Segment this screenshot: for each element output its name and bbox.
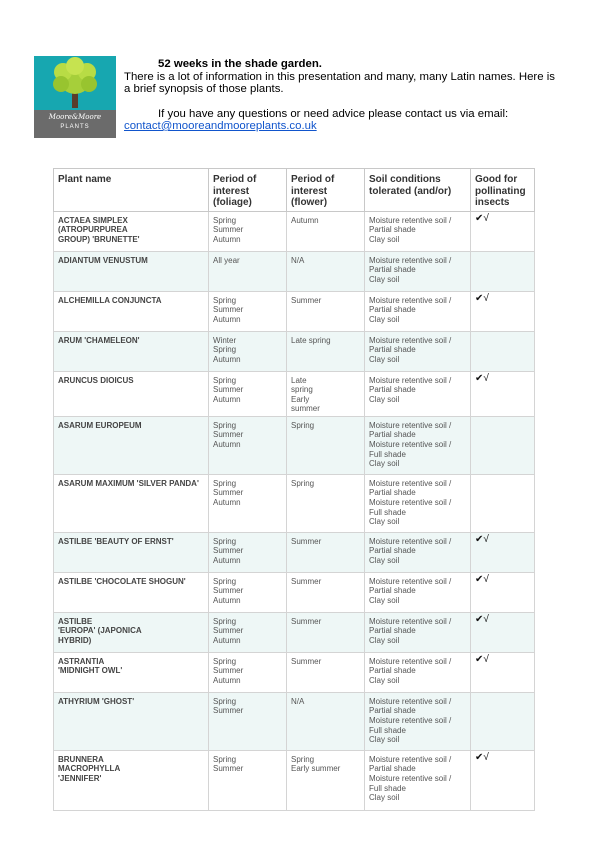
flower-period-line: Spring bbox=[291, 754, 315, 764]
foliage-period-cell bbox=[209, 474, 287, 532]
table-row bbox=[54, 532, 535, 572]
plant-name-line: ASARUM MAXIMUM 'SILVER PANDA' bbox=[58, 478, 199, 488]
header-pollinators: Good for pollinating insects bbox=[471, 169, 535, 212]
plant-name-line: ASTILBE bbox=[58, 616, 93, 626]
flower-period-line: Autumn bbox=[291, 215, 319, 225]
foliage-period-line: Spring bbox=[213, 576, 237, 586]
table-row bbox=[54, 291, 535, 331]
foliage-period-line: Spring bbox=[213, 616, 237, 626]
plant-name-line: (ATROPURPUREA bbox=[58, 225, 128, 235]
soil-conditions-line: Clay soil bbox=[369, 394, 400, 404]
logo-subtitle: PLANTS bbox=[60, 124, 90, 130]
soil-conditions-line: Moisture retentive soil / bbox=[369, 774, 452, 784]
flower-period-line: Early bbox=[291, 394, 310, 404]
flower-period-cell bbox=[287, 652, 365, 692]
table-header-row bbox=[54, 169, 535, 212]
soil-conditions-line: Moisture retentive soil / bbox=[369, 716, 452, 726]
foliage-period-line: Summer bbox=[213, 430, 244, 440]
flower-period-cell bbox=[287, 612, 365, 652]
soil-conditions-line: Moisture retentive soil / bbox=[369, 215, 452, 225]
soil-conditions-cell bbox=[365, 416, 471, 474]
foliage-period-line: Summer bbox=[213, 586, 244, 596]
flower-period-cell bbox=[287, 251, 365, 291]
soil-conditions-line: Partial shade bbox=[369, 626, 416, 636]
plant-name-line: BRUNNERA bbox=[58, 754, 104, 764]
foliage-period-line: Summer bbox=[213, 546, 244, 556]
soil-conditions-cell bbox=[365, 692, 471, 750]
flower-period-line: Summer bbox=[291, 656, 322, 666]
plant-name-cell bbox=[54, 251, 209, 291]
soil-conditions-line: Moisture retentive soil / bbox=[369, 440, 452, 450]
soil-conditions-line: Clay soil bbox=[369, 234, 400, 244]
plant-name-cell bbox=[54, 371, 209, 416]
flower-period-line: Late bbox=[291, 375, 307, 385]
plant-name-cell bbox=[54, 416, 209, 474]
pollinator-cell bbox=[471, 612, 535, 652]
soil-conditions-line: Clay soil bbox=[369, 517, 400, 527]
flower-period-cell bbox=[287, 692, 365, 750]
foliage-period-cell bbox=[209, 572, 287, 612]
email-link[interactable]: contact@mooreandmooreplants.co.uk bbox=[124, 120, 317, 132]
intro-section bbox=[124, 58, 564, 133]
flower-period-line: Summer bbox=[291, 295, 322, 305]
foliage-period-line: Spring bbox=[213, 345, 237, 355]
foliage-period-line: Autumn bbox=[213, 394, 241, 404]
soil-conditions-line: Moisture retentive soil / bbox=[369, 616, 452, 626]
foliage-period-line: Summer bbox=[213, 225, 244, 235]
pollinator-cell bbox=[471, 474, 535, 532]
soil-conditions-line: Clay soil bbox=[369, 735, 400, 745]
checkmark-icon: ✔√ bbox=[475, 751, 489, 763]
soil-conditions-line: Full shade bbox=[369, 783, 406, 793]
soil-conditions-line: Moisture retentive soil / bbox=[369, 420, 452, 430]
table-row bbox=[54, 612, 535, 652]
flower-period-line: Summer bbox=[291, 536, 322, 546]
page-title: 52 weeks in the shade garden. bbox=[158, 58, 322, 70]
foliage-period-line: Spring bbox=[213, 656, 237, 666]
plant-name-line: ASTILBE 'CHOCOLATE SHOGUN' bbox=[58, 576, 186, 586]
foliage-period-line: Spring bbox=[213, 295, 237, 305]
soil-conditions-line: Partial shade bbox=[369, 764, 416, 774]
foliage-period-line: Autumn bbox=[213, 234, 241, 244]
plant-name-line: ACTAEA SIMPLEX bbox=[58, 215, 128, 225]
soil-conditions-line: Full shade bbox=[369, 725, 406, 735]
soil-conditions-line: Moisture retentive soil / bbox=[369, 656, 452, 666]
soil-conditions-cell bbox=[365, 572, 471, 612]
soil-conditions-line: Partial shade bbox=[369, 345, 416, 355]
soil-conditions-line: Clay soil bbox=[369, 354, 400, 364]
flower-period-line: Late spring bbox=[291, 335, 331, 345]
pollinator-cell bbox=[471, 532, 535, 572]
plant-name-cell bbox=[54, 652, 209, 692]
plant-name-line: ASTILBE 'BEAUTY OF ERNST' bbox=[58, 536, 174, 546]
soil-conditions-line: Moisture retentive soil / bbox=[369, 754, 452, 764]
flower-period-cell bbox=[287, 291, 365, 331]
foliage-period-cell bbox=[209, 750, 287, 810]
foliage-period-line: Autumn bbox=[213, 354, 241, 364]
foliage-period-line: Autumn bbox=[213, 498, 241, 508]
soil-conditions-line: Moisture retentive soil / bbox=[369, 295, 452, 305]
soil-conditions-line: Clay soil bbox=[369, 793, 400, 803]
checkmark-icon: ✔√ bbox=[475, 653, 489, 665]
soil-conditions-line: Partial shade bbox=[369, 305, 416, 315]
flower-period-cell bbox=[287, 532, 365, 572]
foliage-period-line: Summer bbox=[213, 764, 244, 774]
contact-paragraph: If you have any questions or need advice please contact us via email: bbox=[158, 107, 509, 120]
plant-name-cell bbox=[54, 750, 209, 810]
foliage-period-line: Summer bbox=[213, 305, 244, 315]
foliage-period-cell bbox=[209, 371, 287, 416]
soil-conditions-cell bbox=[365, 331, 471, 371]
foliage-period-line: Summer bbox=[213, 626, 244, 636]
foliage-period-cell bbox=[209, 652, 287, 692]
soil-conditions-line: Clay soil bbox=[369, 314, 400, 324]
soil-conditions-line: Partial shade bbox=[369, 546, 416, 556]
foliage-period-cell bbox=[209, 416, 287, 474]
flower-period-line: Spring bbox=[291, 420, 315, 430]
table-row bbox=[54, 211, 535, 251]
flower-period-line: spring bbox=[291, 385, 313, 395]
company-logo bbox=[34, 56, 116, 138]
pollinator-cell bbox=[471, 416, 535, 474]
flower-period-line: Summer bbox=[291, 576, 322, 586]
flower-period-line: Summer bbox=[291, 616, 322, 626]
plant-name-line: ASARUM EUROPEUM bbox=[58, 420, 142, 430]
plant-name-line: ADIANTUM VENUSTUM bbox=[58, 255, 148, 265]
plant-name-cell bbox=[54, 572, 209, 612]
plant-name-line: GROUP) 'BRUNETTE' bbox=[58, 234, 140, 244]
foliage-period-line: Spring bbox=[213, 420, 237, 430]
plant-name-line: ALCHEMILLA CONJUNCTA bbox=[58, 295, 162, 305]
soil-conditions-line: Moisture retentive soil / bbox=[369, 255, 452, 265]
soil-conditions-line: Partial shade bbox=[369, 706, 416, 716]
foliage-period-cell bbox=[209, 291, 287, 331]
flower-period-line: Spring bbox=[291, 478, 315, 488]
soil-conditions-line: Moisture retentive soil / bbox=[369, 576, 452, 586]
foliage-period-cell bbox=[209, 251, 287, 291]
soil-conditions-cell bbox=[365, 211, 471, 251]
intro-paragraph: There is a lot of information in this presentation and many, many Latin names. Here is a brief synopsis of those plants. bbox=[124, 70, 555, 95]
checkmark-icon: ✔√ bbox=[475, 292, 489, 304]
pollinator-cell bbox=[471, 652, 535, 692]
flower-period-cell bbox=[287, 572, 365, 612]
soil-conditions-line: Partial shade bbox=[369, 265, 416, 275]
header-soil: Soil conditions tolerated (and/or) bbox=[365, 169, 471, 212]
flower-period-line: N/A bbox=[291, 696, 305, 706]
checkmark-icon: ✔√ bbox=[475, 212, 489, 224]
table-row bbox=[54, 331, 535, 371]
plant-name-cell bbox=[54, 211, 209, 251]
soil-conditions-line: Clay soil bbox=[369, 636, 400, 646]
foliage-period-cell bbox=[209, 612, 287, 652]
foliage-period-line: Summer bbox=[213, 706, 244, 716]
foliage-period-line: Summer bbox=[213, 666, 244, 676]
pollinator-cell bbox=[471, 251, 535, 291]
foliage-period-line: Autumn bbox=[213, 676, 241, 686]
foliage-period-line: Summer bbox=[213, 488, 244, 498]
plant-name-line: MACROPHYLLA bbox=[58, 764, 121, 774]
foliage-period-cell bbox=[209, 331, 287, 371]
pollinator-cell bbox=[471, 750, 535, 810]
soil-conditions-line: Clay soil bbox=[369, 459, 400, 469]
pollinator-cell bbox=[471, 331, 535, 371]
foliage-period-line: Spring bbox=[213, 215, 237, 225]
header-foliage: Period of interest (foliage) bbox=[209, 169, 287, 212]
plant-name-line: 'EUROPA' (JAPONICA bbox=[58, 626, 142, 636]
pollinator-cell bbox=[471, 572, 535, 612]
soil-conditions-line: Moisture retentive soil / bbox=[369, 478, 452, 488]
plant-name-line: ATHYRIUM 'GHOST' bbox=[58, 696, 135, 706]
foliage-period-line: Spring bbox=[213, 754, 237, 764]
foliage-period-line: Spring bbox=[213, 478, 237, 488]
plant-name-line: 'JENNIFER' bbox=[58, 774, 102, 784]
soil-conditions-cell bbox=[365, 474, 471, 532]
checkmark-icon: ✔√ bbox=[475, 613, 489, 625]
table-row bbox=[54, 371, 535, 416]
flower-period-line: Early summer bbox=[291, 764, 341, 774]
pollinator-cell bbox=[471, 291, 535, 331]
plant-name-cell bbox=[54, 532, 209, 572]
soil-conditions-cell bbox=[365, 750, 471, 810]
soil-conditions-cell bbox=[365, 291, 471, 331]
foliage-period-cell bbox=[209, 692, 287, 750]
flower-period-cell bbox=[287, 211, 365, 251]
plant-name-line: ARUM 'CHAMELEON' bbox=[58, 335, 140, 345]
soil-conditions-line: Moisture retentive soil / bbox=[369, 375, 452, 385]
plant-name-cell bbox=[54, 331, 209, 371]
foliage-period-line: Spring bbox=[213, 696, 237, 706]
soil-conditions-line: Clay soil bbox=[369, 274, 400, 284]
pollinator-cell bbox=[471, 692, 535, 750]
table-row bbox=[54, 251, 535, 291]
flower-period-cell bbox=[287, 416, 365, 474]
plant-name-line: 'MIDNIGHT OWL' bbox=[58, 666, 123, 676]
table-row bbox=[54, 692, 535, 750]
soil-conditions-cell bbox=[365, 251, 471, 291]
pollinator-cell bbox=[471, 211, 535, 251]
table-row bbox=[54, 652, 535, 692]
foliage-period-line: Autumn bbox=[213, 314, 241, 324]
plant-name-cell bbox=[54, 692, 209, 750]
flower-period-cell bbox=[287, 331, 365, 371]
table-row bbox=[54, 572, 535, 612]
checkmark-icon: ✔√ bbox=[475, 573, 489, 585]
plant-name-cell bbox=[54, 291, 209, 331]
checkmark-icon: ✔√ bbox=[475, 533, 489, 545]
plant-name-line: ARUNCUS DIOICUS bbox=[58, 375, 134, 385]
soil-conditions-line: Partial shade bbox=[369, 666, 416, 676]
foliage-period-line: Winter bbox=[213, 335, 237, 345]
flower-period-cell bbox=[287, 371, 365, 416]
foliage-period-line: Summer bbox=[213, 385, 244, 395]
plant-name-cell bbox=[54, 612, 209, 652]
table-row bbox=[54, 416, 535, 474]
plant-table bbox=[53, 168, 535, 811]
header-flower: Period of interest (flower) bbox=[287, 169, 365, 212]
soil-conditions-line: Moisture retentive soil / bbox=[369, 536, 452, 546]
checkmark-icon: ✔√ bbox=[475, 372, 489, 384]
soil-conditions-line: Partial shade bbox=[369, 225, 416, 235]
soil-conditions-line: Partial shade bbox=[369, 385, 416, 395]
flower-period-cell bbox=[287, 750, 365, 810]
soil-conditions-line: Clay soil bbox=[369, 676, 400, 686]
soil-conditions-line: Clay soil bbox=[369, 556, 400, 566]
soil-conditions-line: Clay soil bbox=[369, 596, 400, 606]
logo-brand: Moore&Moore bbox=[48, 113, 102, 121]
soil-conditions-cell bbox=[365, 371, 471, 416]
soil-conditions-line: Full shade bbox=[369, 449, 406, 459]
foliage-period-line: Autumn bbox=[213, 596, 241, 606]
foliage-period-line: Autumn bbox=[213, 556, 241, 566]
pollinator-cell bbox=[471, 371, 535, 416]
foliage-period-line: Spring bbox=[213, 375, 237, 385]
foliage-period-line: Autumn bbox=[213, 440, 241, 450]
table-row bbox=[54, 750, 535, 810]
tree-logo-icon bbox=[34, 56, 116, 112]
soil-conditions-line: Full shade bbox=[369, 507, 406, 517]
soil-conditions-line: Moisture retentive soil / bbox=[369, 498, 452, 508]
plant-name-cell bbox=[54, 474, 209, 532]
soil-conditions-line: Partial shade bbox=[369, 488, 416, 498]
soil-conditions-cell bbox=[365, 532, 471, 572]
foliage-period-line: Autumn bbox=[213, 636, 241, 646]
soil-conditions-line: Moisture retentive soil / bbox=[369, 335, 452, 345]
table-row bbox=[54, 474, 535, 532]
plant-name-line: HYBRID) bbox=[58, 636, 92, 646]
plant-name-line: ASTRANTIA bbox=[58, 656, 105, 666]
foliage-period-cell bbox=[209, 211, 287, 251]
flower-period-line: N/A bbox=[291, 255, 305, 265]
soil-conditions-line: Partial shade bbox=[369, 586, 416, 596]
soil-conditions-line: Moisture retentive soil / bbox=[369, 696, 452, 706]
foliage-period-cell bbox=[209, 532, 287, 572]
foliage-period-line: Spring bbox=[213, 536, 237, 546]
flower-period-cell bbox=[287, 474, 365, 532]
foliage-period-line: All year bbox=[213, 255, 240, 265]
soil-conditions-line: Partial shade bbox=[369, 430, 416, 440]
flower-period-line: summer bbox=[291, 404, 320, 414]
soil-conditions-cell bbox=[365, 612, 471, 652]
header-plant-name: Plant name bbox=[54, 169, 209, 212]
soil-conditions-cell bbox=[365, 652, 471, 692]
